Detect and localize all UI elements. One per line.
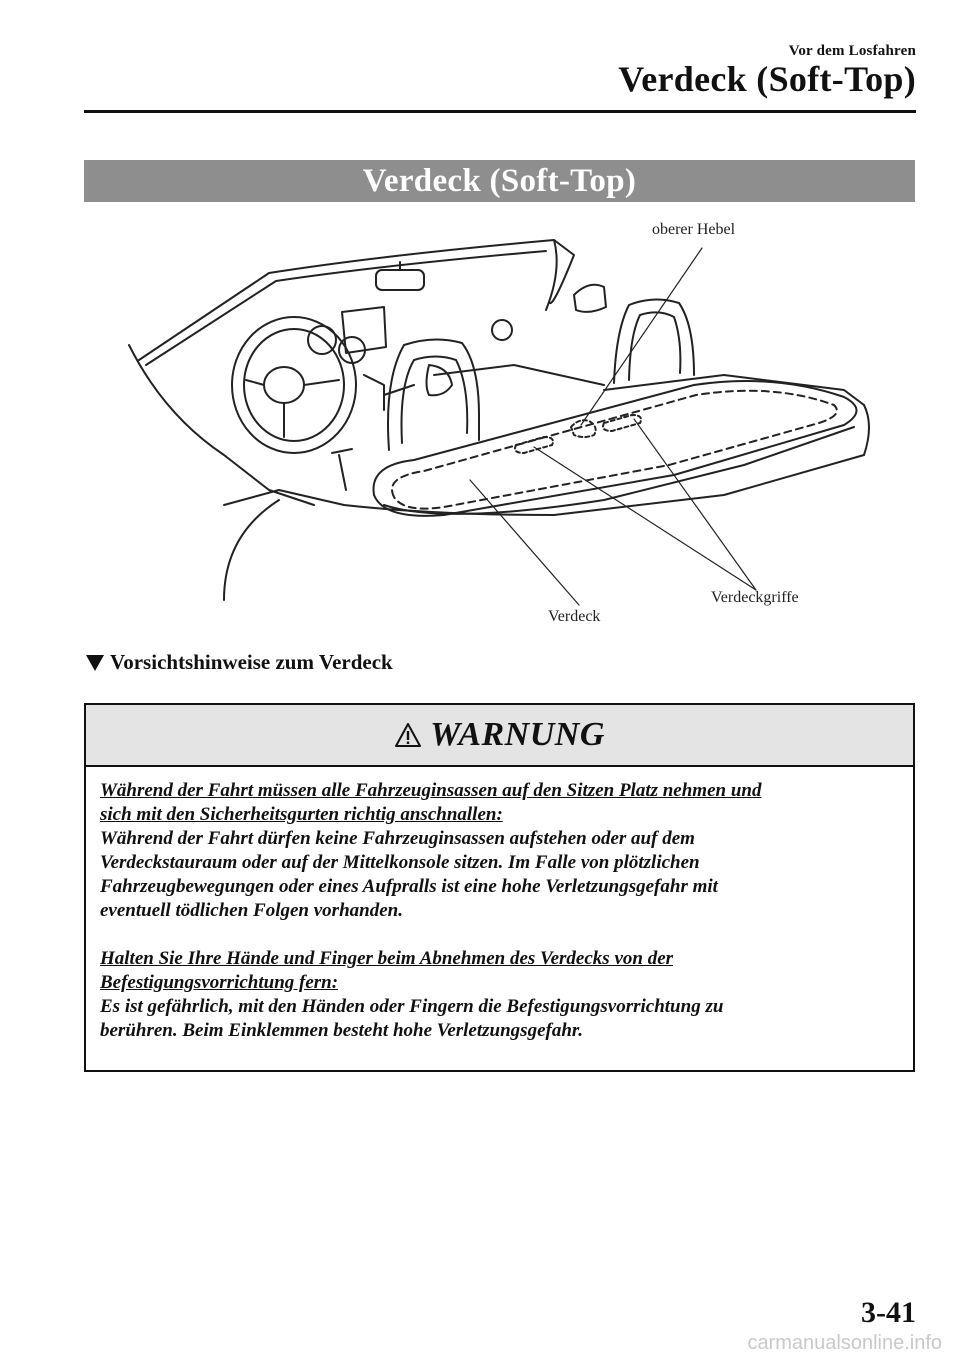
- warning-p1-body-3: Fahrzeugbewegungen oder eines Aufpralls ist eine hohe Verletzungsgefahr mit: [100, 876, 718, 897]
- label-top-handles: Verdeckgriffe: [711, 589, 799, 606]
- section-banner: Verdeck (Soft-Top): [84, 160, 915, 202]
- warning-p1-body-1: Während der Fahrt dürfen keine Fahrzeuginsassen aufstehen oder auf dem: [100, 828, 695, 849]
- footer-watermark: carmanualsonline.info: [747, 1332, 942, 1354]
- warning-box: [84, 703, 915, 1072]
- paragraph-gap: [100, 923, 899, 947]
- header-rule: [84, 110, 916, 113]
- header-title: Verdeck (Soft-Top): [618, 59, 916, 99]
- warning-triangle-icon: [394, 722, 422, 748]
- warning-p1-heading-2: sich mit den Sicherheitsgurten richtig anschnallen:: [100, 804, 503, 825]
- header-section: Vor dem Losfahren: [788, 43, 916, 59]
- warning-header: [86, 705, 913, 767]
- warning-body: [86, 767, 913, 1043]
- warning-p1-body-4: eventuell tödlichen Folgen vorhanden.: [100, 900, 403, 921]
- warning-p2-heading-1: Halten Sie Ihre Hände und Finger beim Abnehmen des Verdecks von der: [100, 948, 674, 969]
- subheading: [86, 650, 393, 675]
- warning-title: WARNUNG: [430, 716, 605, 753]
- convertible-top-illustration: [84, 215, 915, 635]
- warning-p2-body-2: berühren. Beim Einklemmen besteht hohe Verletzungsgefahr.: [100, 1020, 583, 1041]
- warning-p2-body-1: Es ist gefährlich, mit den Händen oder Fingern die Befestigungsvorrichtung zu: [100, 996, 724, 1017]
- warning-p2-heading-2: Befestigungsvorrichtung fern:: [100, 972, 339, 993]
- page-number: 3-41: [861, 1296, 916, 1329]
- label-top-cover: Verdeck: [548, 608, 601, 625]
- subheading-text: Vorsichtshinweise zum Verdeck: [110, 650, 393, 674]
- label-upper-lever: oberer Hebel: [652, 221, 736, 238]
- warning-p1-heading-1: Während der Fahrt müssen alle Fahrzeuginsassen auf den Sitzen Platz nehmen und: [100, 780, 762, 801]
- triangle-bullet-icon: [86, 655, 104, 671]
- warning-p1-body-2: Verdeckstauraum oder auf der Mittelkonsole sitzen. Im Falle von plötzlichen: [100, 852, 700, 873]
